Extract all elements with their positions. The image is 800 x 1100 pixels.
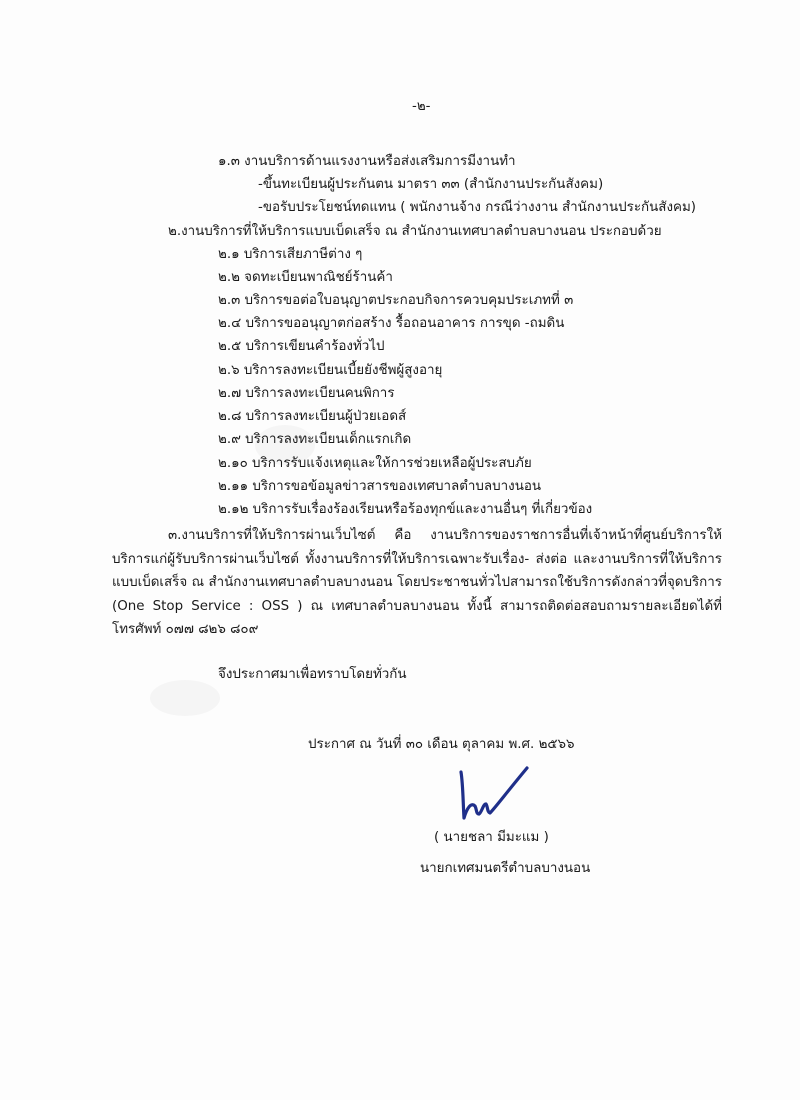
signature-image	[455, 762, 545, 824]
date-line: ประกาศ ณ วันที่ ๓๐ เดือน ตุลาคม พ.ศ. ๒๕๖๖	[308, 737, 575, 752]
section-2-item: ๒.๑๐ บริการรับแจ้งเหตุและให้การช่วยเหลือผู้ประสบภัย	[218, 456, 532, 471]
section-3-paragraph: ๓.งานบริการที่ให้บริการผ่านเว็บไซต์ คือ งานบริการของราชการอื่นที่เจ้าหน้าที่ศูนย์บริการให้บริการแก่ผู้รับบริการผ่านเว็บไซต์ ทั้งงานบริการที่ให้บริการเฉพาะรับเรื่อง- ส่งต่อ และงานบริการที่ให้บริการแบบเบ็ดเสร็จ ณ สำนักงานเทศบาลตำบลบางนอน โดยประชาชนทั่วไปสามารถใช้บริการดังกล่าวที่จุดบริการ (One Stop Service : OSS ) ณ เทศบาลตำบลบางนอน ทั้งนี้ สามารถติดต่อสอบถามรายละเอียดได้ที่ โทรศัพท์ ๐๗๗ ๘๒๖ ๘๐๙	[112, 528, 722, 638]
section-1-3-item: -ขึ้นทะเบียนผู้ประกันตน มาตรา ๓๓ (สำนักงานประกันสังคม)	[258, 177, 604, 192]
section-2-item: ๒.๔ บริการขออนุญาตก่อสร้าง รื้อถอนอาคาร การขุด -ถมดิน	[218, 316, 565, 331]
signer-name: ( นายชลา มีมะแม )	[434, 830, 549, 845]
signer-title: นายกเทศมนตรีตำบลบางนอน	[420, 861, 591, 876]
page-number: -๒-	[412, 99, 431, 114]
section-1-3-heading: ๑.๓ งานบริการด้านแรงงานหรือส่งเสริมการมีงานทำ	[218, 154, 516, 169]
section-1-3-item: -ขอรับประโยชน์ทดแทน ( พนักงานจ้าง กรณีว่างงาน สำนักงานประกันสังคม)	[258, 200, 697, 215]
section-2-item: ๒.๑ บริการเสียภาษีต่าง ๆ	[218, 247, 363, 262]
section-2-item: ๒.๘ บริการลงทะเบียนผู้ป่วยเอดส์	[218, 409, 407, 424]
section-2-item: ๒.๙ บริการลงทะเบียนเด็กแรกเกิด	[218, 432, 412, 447]
section-2-item: ๒.๑๒ บริการรับเรื่องร้องเรียนหรือร้องทุกข์และงานอื่นๆ ที่เกี่ยวข้อง	[218, 502, 593, 517]
announcement-text: จึงประกาศมาเพื่อทราบโดยทั่วกัน	[218, 667, 407, 682]
section-2-item: ๒.๑๑ บริการขอข้อมูลข่าวสารของเทศบาลตำบลบางนอน	[218, 479, 542, 494]
section-2-item: ๒.๒ จดทะเบียนพาณิชย์ร้านค้า	[218, 270, 393, 285]
section-2-item: ๒.๓ บริการขอต่อใบอนุญาตประกอบกิจการควบคุมประเภทที่ ๓	[218, 293, 574, 308]
section-2-heading: ๒.งานบริการที่ให้บริการแบบเบ็ดเสร็จ ณ สำนักงานเทศบาลตำบลบางนอน ประกอบด้วย	[168, 224, 662, 239]
scan-smudge	[150, 680, 220, 716]
section-2-item: ๒.๕ บริการเขียนคำร้องทั่วไป	[218, 339, 385, 354]
section-2-item: ๒.๗ บริการลงทะเบียนคนพิการ	[218, 386, 395, 401]
section-2-item: ๒.๖ บริการลงทะเบียนเบี้ยยังชีพผู้สูงอายุ	[218, 363, 443, 378]
